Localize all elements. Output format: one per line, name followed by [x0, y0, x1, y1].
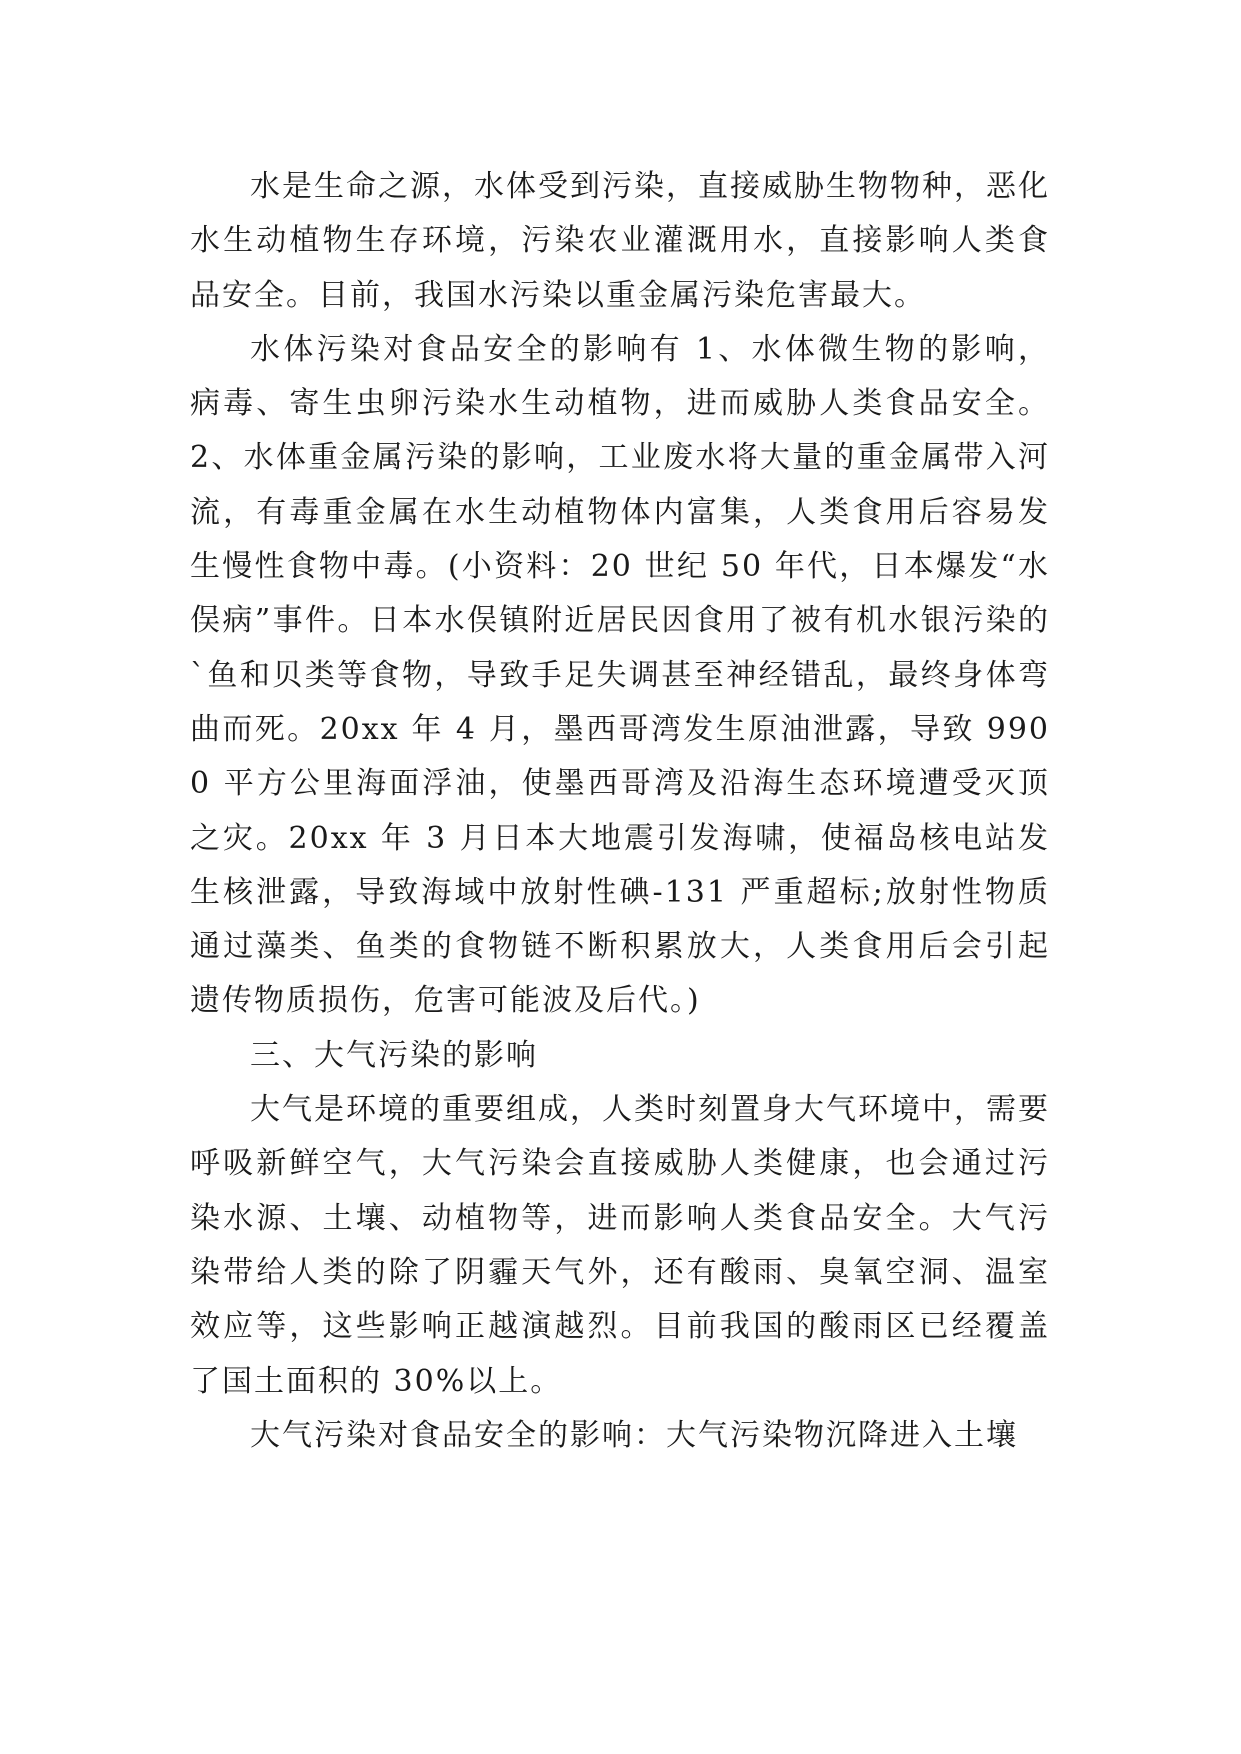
- document-body: [190, 160, 1050, 1463]
- paragraph-air-intro: 大气是环境的重要组成，人类时刻置身大气环境中，需要呼吸新鲜空气，大气污染会直接威胁人类健康，也会通过污染水源、土壤、动植物等，进而影响人类食品安全。大气污染带给人类的除了阴霾天气外，还有酸雨、臭氧空洞、温室效应等，这些影响正越演越烈。目前我国的酸雨区已经覆盖了国土面积的 30%以上。: [190, 1092, 1050, 1399]
- paragraph-water-intro: 水是生命之源，水体受到污染，直接威胁生物物种，恶化水生动植物生存环境，污染农业灌溉用水，直接影响人类食品安全。目前，我国水污染以重金属污染危害最大。: [190, 169, 1050, 313]
- paragraph-water-food-safety: 水体污染对食品安全的影响有 1、水体微生物的影响，病毒、寄生虫卵污染水生动植物，进而威胁人类食品安全。2、水体重金属污染的影响，工业废水将大量的重金属带入河流，有毒重金属在水生动植物体内富集，人类食用后容易发生慢性食物中毒。(小资料：20 世纪 50 年代，日本爆发“水俣病”事件。日本水俣镇附近居民因食用了被有机水银污染的`鱼和贝类等食物，导致手足失调甚至神经错乱，最终身体弯曲而死。20xx 年 4 月，墨西哥湾发生原油泄露，导致 9900 平方公里海面浮油，使墨西哥湾及沿海生态环境遭受灭顶之灾。20xx 年 3 月日本大地震引发海啸，使福岛核电站发生核泄露，导致海域中放射性碘-131 严重超标;放射性物质通过藻类、鱼类的食物链不断积累放大，人类食用后会引起遗传物质损伤，危害可能波及后代。): [190, 331, 1050, 1019]
- section-heading-air-pollution: 三、大气污染的影响: [250, 1037, 538, 1073]
- paragraph-air-food-safety: 大气污染对食品安全的影响：大气污染物沉降进入土壤: [250, 1417, 1018, 1453]
